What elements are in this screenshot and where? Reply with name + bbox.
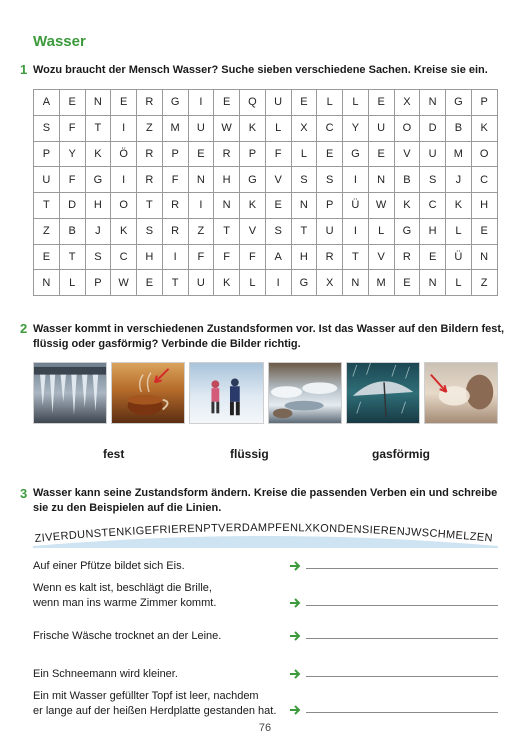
word-search-grid[interactable] [33, 89, 498, 296]
answer-line-2[interactable] [306, 605, 498, 606]
grid-cell[interactable]: S [291, 167, 317, 193]
grid-cell[interactable]: T [137, 193, 163, 219]
grid-cell[interactable]: K [240, 193, 266, 219]
grid-cell[interactable]: E [471, 218, 497, 244]
sentence-3: Frische Wäsche trocknet an der Leine. [33, 630, 222, 642]
grid-cell[interactable]: E [368, 90, 394, 116]
arrow-right-icon [289, 669, 301, 679]
grid-cell[interactable]: N [368, 167, 394, 193]
grid-cell[interactable]: E [317, 141, 343, 167]
grid-cell[interactable]: D [59, 193, 85, 219]
grid-cell[interactable]: L [265, 115, 291, 141]
grid-cell[interactable]: L [446, 218, 472, 244]
grid-cell[interactable]: L [317, 90, 343, 116]
grid-cell[interactable]: B [446, 115, 472, 141]
grid-cell[interactable]: N [85, 90, 111, 116]
grid-cell[interactable]: U [188, 115, 214, 141]
grid-cell[interactable]: E [368, 141, 394, 167]
grid-cell[interactable]: E [137, 270, 163, 296]
grid-cell[interactable]: R [394, 244, 420, 270]
grid-cell[interactable]: I [162, 244, 188, 270]
sentence-2: Wenn es kalt ist, beschlägt die Brille, wenn man ins warme Zimmer kommt. [33, 582, 217, 609]
grid-cell[interactable]: E [291, 90, 317, 116]
grid-cell[interactable]: Y [343, 115, 369, 141]
grid-cell[interactable]: I [111, 115, 137, 141]
photo-strip [33, 362, 498, 424]
grid-cell[interactable]: F [265, 141, 291, 167]
grid-cell[interactable]: X [394, 90, 420, 116]
grid-cell[interactable]: B [394, 167, 420, 193]
grid-cell[interactable]: L [240, 270, 266, 296]
grid-cell[interactable]: E [420, 244, 446, 270]
photo-melting-river[interactable] [268, 362, 342, 424]
grid-cell[interactable]: I [343, 167, 369, 193]
grid-cell[interactable]: X [291, 115, 317, 141]
grid-cell[interactable]: S [34, 115, 60, 141]
grid-row [34, 141, 498, 167]
grid-cell[interactable]: E [111, 90, 137, 116]
grid-cell[interactable]: V [240, 218, 266, 244]
grid-cell[interactable]: C [420, 193, 446, 219]
sentence-4: Ein Schneemann wird kleiner. [33, 668, 178, 680]
grid-cell[interactable]: N [420, 270, 446, 296]
grid-cell[interactable]: V [368, 244, 394, 270]
grid-cell[interactable]: E [214, 90, 240, 116]
grid-row [34, 167, 498, 193]
answer-line-4[interactable] [306, 676, 498, 677]
photo-ice-skaters[interactable] [189, 362, 263, 424]
grid-cell[interactable]: E [265, 193, 291, 219]
grid-cell[interactable]: P [34, 141, 60, 167]
grid-cell[interactable]: I [343, 218, 369, 244]
sentence-5: Ein mit Wasser gefüllter Topf ist leer, nachdem er lange auf der heißen Herdplatte gestanden hat. [33, 690, 277, 717]
grid-cell[interactable]: H [420, 218, 446, 244]
grid-cell[interactable]: V [394, 141, 420, 167]
answer-line-3[interactable] [306, 638, 498, 639]
grid-cell[interactable]: U [188, 270, 214, 296]
verb-letter-string[interactable]: ZIVERDUNSTENKIGEFRIERENPTVERDAMPFENLXKONDENSIERENJWSCHMELZEN [34, 522, 494, 545]
grid-cell[interactable]: K [394, 193, 420, 219]
grid-cell[interactable]: R [137, 167, 163, 193]
grid-cell[interactable]: F [59, 167, 85, 193]
grid-cell[interactable]: E [394, 270, 420, 296]
grid-cell[interactable]: Z [137, 115, 163, 141]
grid-cell[interactable]: P [471, 90, 497, 116]
grid-cell[interactable]: N [420, 90, 446, 116]
grid-cell[interactable]: Ü [446, 244, 472, 270]
grid-cell[interactable]: N [343, 270, 369, 296]
grid-cell[interactable]: F [240, 244, 266, 270]
grid-cell[interactable]: T [343, 244, 369, 270]
grid-cell[interactable]: W [368, 193, 394, 219]
grid-cell[interactable]: O [471, 141, 497, 167]
task-2-instruction-line-2: flüssig oder gasförmig? Verbinde die Bilder richtig. [33, 338, 301, 350]
grid-cell[interactable]: T [291, 218, 317, 244]
grid-cell[interactable]: P [162, 141, 188, 167]
grid-cell[interactable]: R [162, 193, 188, 219]
grid-cell[interactable]: X [317, 270, 343, 296]
photo-breath-in-cold[interactable] [424, 362, 498, 424]
grid-cell[interactable]: W [214, 115, 240, 141]
grid-cell[interactable]: J [85, 218, 111, 244]
task-2-instruction-line-1: Wasser kommt in verschiedenen Zustandsformen vor. Ist das Wasser auf den Bildern fest, [33, 323, 505, 335]
answer-line-5[interactable] [306, 712, 498, 713]
grid-cell[interactable]: O [111, 193, 137, 219]
grid-cell[interactable]: G [446, 90, 472, 116]
grid-cell[interactable]: K [471, 115, 497, 141]
grid-cell[interactable]: G [240, 167, 266, 193]
grid-cell[interactable]: T [214, 218, 240, 244]
grid-cell[interactable]: T [34, 193, 60, 219]
grid-cell[interactable]: Z [34, 218, 60, 244]
grid-cell[interactable]: L [368, 218, 394, 244]
grid-cell[interactable]: V [265, 167, 291, 193]
grid-cell[interactable]: P [240, 141, 266, 167]
grid-cell[interactable]: I [265, 270, 291, 296]
grid-cell[interactable]: T [162, 270, 188, 296]
grid-cell[interactable]: B [59, 218, 85, 244]
grid-cell[interactable]: U [265, 90, 291, 116]
photo-umbrella-rain[interactable] [346, 362, 420, 424]
grid-cell[interactable]: H [291, 244, 317, 270]
grid-cell[interactable]: Q [240, 90, 266, 116]
grid-cell[interactable]: P [317, 193, 343, 219]
grid-cell[interactable]: I [111, 167, 137, 193]
grid-cell[interactable]: M [446, 141, 472, 167]
page-number: 76 [258, 722, 272, 734]
grid-cell[interactable]: S [420, 167, 446, 193]
grid-cell[interactable]: R [317, 244, 343, 270]
grid-cell[interactable]: R [137, 141, 163, 167]
photo-icicles[interactable] [33, 362, 107, 424]
grid-cell[interactable]: H [471, 193, 497, 219]
grid-cell[interactable]: R [214, 141, 240, 167]
page-title: Wasser [33, 33, 86, 50]
grid-cell[interactable]: M [162, 115, 188, 141]
grid-cell[interactable]: F [162, 167, 188, 193]
grid-cell[interactable]: N [471, 244, 497, 270]
task-1-instruction: Wozu braucht der Mensch Wasser? Suche sieben verschiedene Sachen. Kreise sie ein. [33, 64, 488, 76]
grid-row [34, 90, 498, 116]
grid-cell[interactable]: R [137, 90, 163, 116]
grid-cell[interactable]: Z [471, 270, 497, 296]
grid-row [34, 115, 498, 141]
arrow-right-icon [289, 561, 301, 571]
grid-cell[interactable]: F [214, 244, 240, 270]
grid-cell[interactable]: L [59, 270, 85, 296]
grid-row [34, 270, 498, 296]
grid-cell[interactable]: L [343, 90, 369, 116]
state-label-fluessig: flüssig [230, 447, 269, 461]
grid-cell[interactable]: H [137, 244, 163, 270]
grid-cell[interactable]: K [111, 218, 137, 244]
grid-cell[interactable]: T [85, 115, 111, 141]
task-2-instruction [33, 322, 508, 352]
grid-cell[interactable]: S [85, 244, 111, 270]
grid-cell[interactable]: E [188, 141, 214, 167]
grid-cell[interactable]: E [59, 90, 85, 116]
grid-cell[interactable]: Ü [343, 193, 369, 219]
grid-cell[interactable]: R [162, 218, 188, 244]
grid-cell[interactable]: U [420, 141, 446, 167]
grid-cell[interactable]: K [85, 141, 111, 167]
task-3-number: 3 [20, 486, 28, 501]
grid-cell[interactable]: M [368, 270, 394, 296]
task-3-instruction-line-1: Wasser kann seine Zustandsform ändern. Kreise die passenden Verben ein und schreibe [33, 487, 498, 499]
task-3-instruction [33, 486, 508, 516]
grid-cell[interactable]: P [85, 270, 111, 296]
answer-line-1[interactable] [306, 568, 498, 569]
grid-cell[interactable]: N [214, 193, 240, 219]
task-3-instruction-line-2: sie zu den Beispielen auf die Linien. [33, 502, 222, 514]
grid-cell[interactable]: A [34, 90, 60, 116]
grid-cell[interactable]: K [214, 270, 240, 296]
sentence-1: Auf einer Pfütze bildet sich Eis. [33, 560, 185, 572]
grid-cell[interactable]: W [111, 270, 137, 296]
state-label-fest: fest [103, 447, 125, 461]
grid-cell[interactable]: J [446, 167, 472, 193]
grid-cell[interactable]: C [471, 167, 497, 193]
grid-cell[interactable]: G [394, 218, 420, 244]
grid-cell[interactable]: U [368, 115, 394, 141]
grid-cell[interactable]: F [188, 244, 214, 270]
grid-cell[interactable]: I [188, 193, 214, 219]
grid-cell[interactable]: K [240, 115, 266, 141]
grid-cell[interactable]: L [291, 141, 317, 167]
grid-cell[interactable]: A [265, 244, 291, 270]
grid-cell[interactable]: G [162, 90, 188, 116]
grid-cell[interactable]: U [317, 218, 343, 244]
grid-cell[interactable]: S [317, 167, 343, 193]
grid-cell[interactable]: S [137, 218, 163, 244]
photo-tea-cup[interactable] [111, 362, 185, 424]
grid-cell[interactable]: I [188, 90, 214, 116]
grid-cell[interactable]: G [291, 270, 317, 296]
grid-cell[interactable]: S [265, 218, 291, 244]
grid-cell[interactable]: H [85, 193, 111, 219]
grid-cell[interactable]: E [34, 244, 60, 270]
grid-cell[interactable]: G [343, 141, 369, 167]
grid-cell[interactable]: T [59, 244, 85, 270]
grid-cell[interactable]: G [85, 167, 111, 193]
arrow-right-icon [289, 598, 301, 608]
grid-cell[interactable]: Z [188, 218, 214, 244]
grid-cell[interactable]: N [291, 193, 317, 219]
grid-cell[interactable]: L [446, 270, 472, 296]
grid-cell[interactable]: U [34, 167, 60, 193]
grid-cell[interactable]: F [59, 115, 85, 141]
arrow-right-icon [289, 631, 301, 641]
grid-cell[interactable]: C [111, 244, 137, 270]
grid-cell[interactable]: Y [59, 141, 85, 167]
grid-cell[interactable]: D [420, 115, 446, 141]
grid-cell[interactable]: O [394, 115, 420, 141]
grid-row [34, 193, 498, 219]
grid-cell[interactable]: N [34, 270, 60, 296]
grid-cell[interactable]: C [317, 115, 343, 141]
verb-letter-banner[interactable] [33, 522, 498, 548]
arrow-right-icon [289, 705, 301, 715]
grid-cell[interactable]: Ö [111, 141, 137, 167]
grid-cell[interactable]: N [188, 167, 214, 193]
task-2-number: 2 [20, 321, 28, 336]
task-1-number: 1 [20, 62, 28, 77]
state-label-gasfoermig: gasförmig [372, 447, 431, 461]
grid-row [34, 218, 498, 244]
grid-row [34, 244, 498, 270]
grid-cell[interactable]: K [446, 193, 472, 219]
grid-cell[interactable]: H [214, 167, 240, 193]
